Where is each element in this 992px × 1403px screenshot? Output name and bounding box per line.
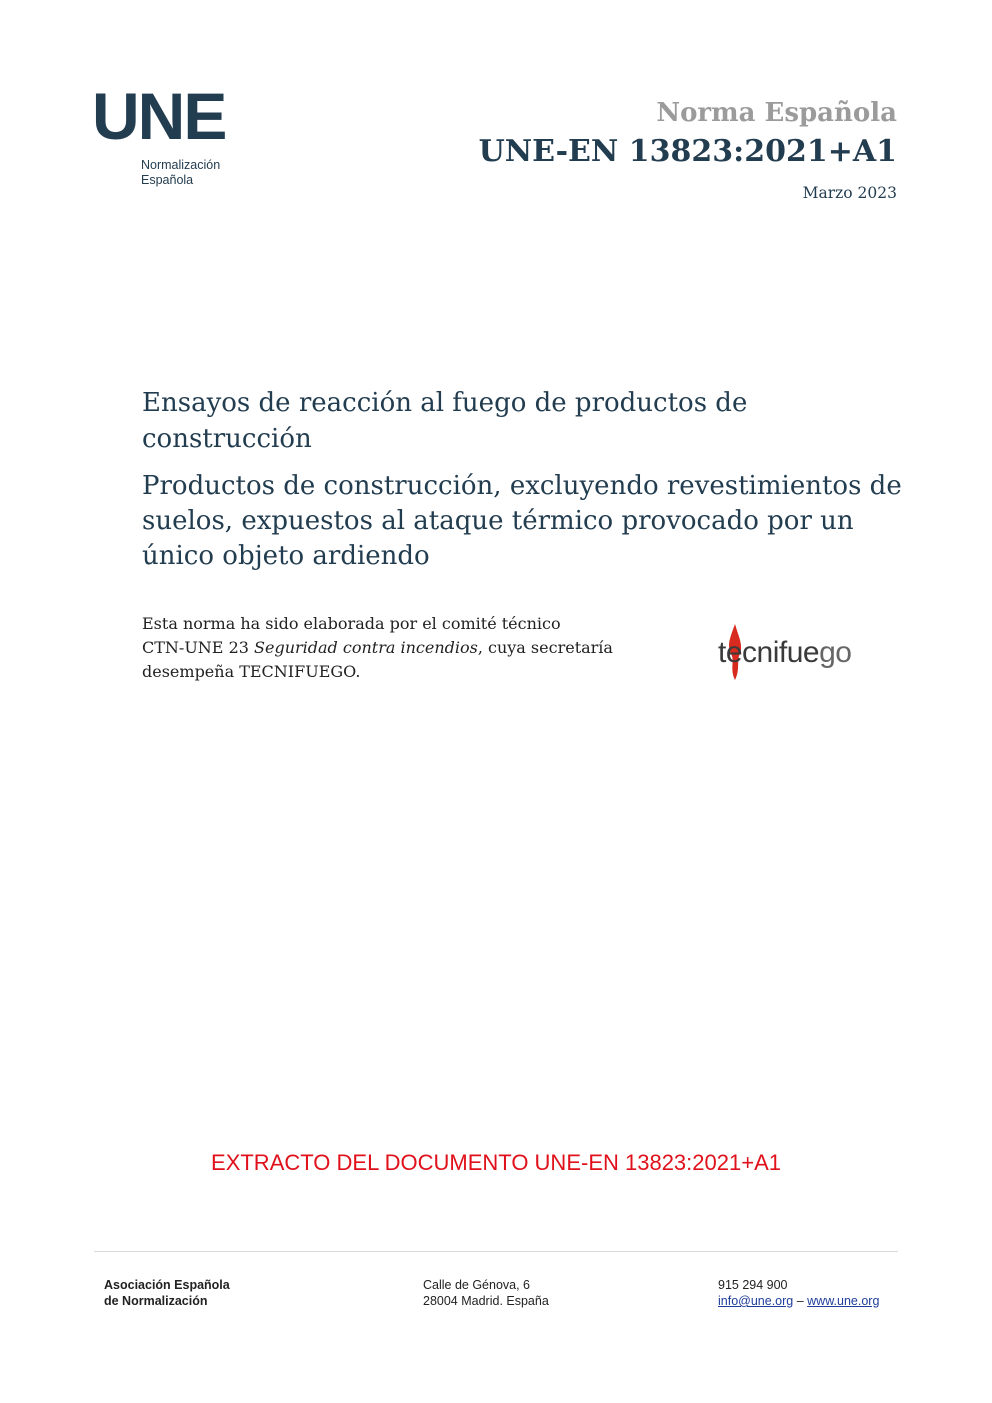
footer-phone: 915 294 900 <box>718 1278 788 1292</box>
footer-address <box>423 1277 549 1309</box>
committee-line2-suffix: , cuya secretaría <box>477 638 613 657</box>
committee-line1: Esta norma ha sido elaborada por el comité técnico <box>142 614 561 633</box>
committee-code: CTN-UNE 23 <box>142 638 255 657</box>
publication-date: Marzo 2023 <box>802 184 897 202</box>
footer-link-separator: – <box>793 1294 808 1308</box>
footer-links <box>718 1293 879 1309</box>
footer-contact <box>718 1277 879 1309</box>
website-link[interactable]: www.une.org <box>807 1294 880 1308</box>
committee-name: Seguridad contra incendios <box>254 638 478 657</box>
tecnifuego-word-part2: go <box>819 636 852 669</box>
committee-statement <box>142 612 662 684</box>
footer-address-line1: Calle de Génova, 6 <box>423 1278 531 1292</box>
une-logo <box>92 79 232 188</box>
footer-divider <box>94 1251 898 1252</box>
une-logo-mark: UNE <box>92 79 226 153</box>
une-logo-line2: Española <box>141 173 194 187</box>
footer-org-line1: Asociación Española <box>104 1278 230 1292</box>
document-title-block <box>142 385 922 574</box>
standard-code: UNE-EN 13823:2021+A1 <box>478 134 897 169</box>
committee-line3: desempeña TECNIFUEGO. <box>142 662 361 681</box>
document-title: Ensayos de reacción al fuego de productos de construcción <box>142 388 748 454</box>
une-logo-line1: Normalización <box>141 158 221 172</box>
une-logo-subtitle <box>141 158 232 188</box>
document-subtitle: Productos de construcción, excluyendo revestimientos de suelos, expuestos al ataque térmico provocado por un único objeto ardiendo <box>142 471 902 571</box>
standard-header <box>479 98 897 202</box>
tecnifuego-word-part1: tecnifue <box>718 636 820 669</box>
footer-organization <box>104 1277 230 1309</box>
footer-address-line2: 28004 Madrid. España <box>423 1294 549 1308</box>
email-link[interactable]: info@une.org <box>718 1294 794 1308</box>
committee-line2 <box>142 636 662 660</box>
standard-type-label: Norma Española <box>656 98 897 128</box>
footer-org-line2: de Normalización <box>104 1294 208 1308</box>
tecnifuego-wordmark <box>718 636 851 670</box>
extract-notice: EXTRACTO DEL DOCUMENTO UNE-EN 13823:2021+A1 <box>211 1150 781 1175</box>
tecnifuego-logo <box>718 622 868 684</box>
